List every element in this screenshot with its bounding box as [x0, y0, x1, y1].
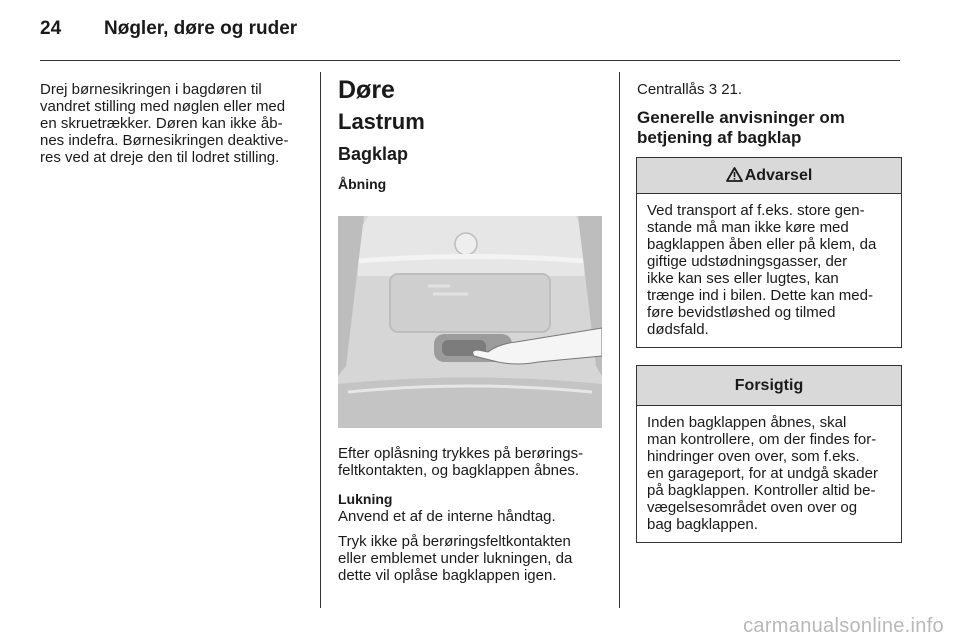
paragraph-line: vandret stilling med nøglen eller med — [40, 98, 286, 115]
header-divider — [40, 60, 900, 61]
paragraph-line: Efter oplåsning trykkes på berørings- — [338, 445, 584, 462]
heading-line: Generelle anvisninger om — [637, 108, 845, 127]
closing-warning — [338, 533, 608, 584]
paragraph-line: Tryk ikke på berøringsfeltkontakten — [338, 533, 571, 550]
paragraph-line: nes indefra. Børnesikringen deaktive- — [40, 132, 289, 149]
watermark: carmanualsonline.info — [743, 615, 944, 637]
heading-line: betjening af bagklap — [637, 128, 802, 147]
warning-box-header — [637, 158, 901, 194]
paragraph-line: en skruetrækker. Døren kan ikke åb- — [40, 115, 283, 132]
column-divider-right — [619, 72, 620, 608]
box-line: trænge ind i bilen. Dette kan med- — [647, 287, 873, 304]
box-line: føre bevidstløshed og tilmed — [647, 304, 836, 321]
paragraph-line: Drej børnesikringen i bagdøren til — [40, 81, 262, 98]
box-line: hindringer oven over, som f.eks. — [647, 448, 860, 465]
heading-tailgate: Bagklap — [338, 144, 409, 164]
paragraph-line: dette vil oplåse bagklappen igen. — [338, 567, 557, 584]
box-line: bag bagklappen. — [647, 516, 758, 533]
heading-opening: Åbning — [338, 176, 387, 192]
warning-box-title: Advarsel — [744, 167, 813, 184]
caution-box-title: Forsigtig — [734, 377, 804, 394]
paragraph-line: feltkontakten, og bagklappen åbnes. — [338, 462, 580, 479]
caution-box-body — [637, 406, 901, 542]
general-heading — [637, 108, 901, 148]
heading-doors: Døre — [338, 76, 395, 104]
left-column — [40, 81, 310, 166]
box-line: ikke kan ses eller lugtes, kan — [647, 270, 839, 287]
caution-box-header — [637, 366, 901, 406]
box-line: en garageport, for at undgå skader — [647, 465, 878, 482]
box-line: bagklappen åben eller på klem, da — [647, 236, 877, 253]
cross-reference — [637, 81, 901, 98]
warning-box-body — [637, 194, 901, 347]
middle-column — [338, 76, 608, 193]
box-line: Ved transport af f.eks. store gen- — [647, 202, 865, 219]
right-column — [637, 81, 901, 148]
paragraph-line: eller emblemet under lukningen, da — [338, 550, 573, 567]
central-lock-ref: Centrallås — [637, 81, 705, 98]
tailgate-illustration — [338, 216, 602, 428]
reference-page: 21. — [721, 81, 743, 98]
reference-arrow-icon: 3 — [708, 81, 718, 98]
middle-column-lower — [338, 445, 608, 584]
box-line: dødsfald. — [647, 321, 709, 338]
box-line: Inden bagklappen åbnes, skal — [647, 414, 847, 431]
box-line: på bagklappen. Kontroller altid be- — [647, 482, 876, 499]
paragraph-line: Anvend et af de interne håndtag. — [338, 508, 556, 525]
page-header-title: Nøgler, døre og ruder — [104, 18, 298, 39]
page-number: 24 — [40, 18, 62, 39]
box-line: vægelsesområdet oven over og — [647, 499, 858, 516]
box-line: man kontrollere, om der findes for- — [647, 431, 877, 448]
warning-triangle-icon — [726, 167, 743, 182]
caution-box — [636, 365, 902, 543]
column-divider-left — [320, 72, 321, 608]
warning-box — [636, 157, 902, 348]
paragraph-line: res ved at dreje den til lodret stilling. — [40, 149, 280, 166]
heading-cargo: Lastrum — [338, 109, 425, 134]
box-line: stande må man ikke køre med — [647, 219, 849, 236]
box-line: giftige udstødningsgasser, der — [647, 253, 848, 270]
heading-closing: Lukning — [338, 491, 393, 507]
